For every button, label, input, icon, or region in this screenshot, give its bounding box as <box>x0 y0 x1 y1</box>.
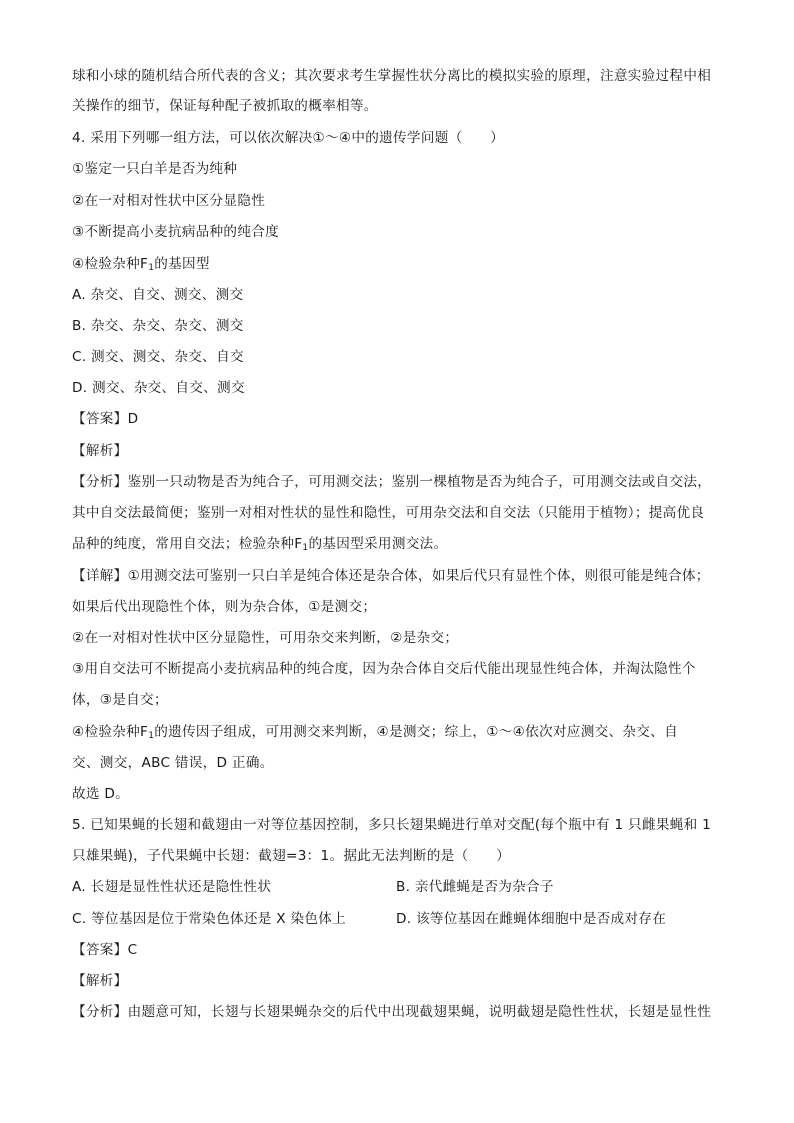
question-4-option-b: B. 杂交、杂交、杂交、测交 <box>72 318 244 334</box>
question-4-analysis-line-2: 其中自交法最简便；鉴别一对相对性状的显性和隐性，可用杂交法和自交法（只能用于植物）；提高优良 <box>72 505 705 521</box>
question-4-item-4: ④检验杂种$F_1$的基因型 <box>72 256 210 273</box>
question-4-analysis-line-3: 品种的纯度，常用自交法；检验杂种$F_1$的基因型采用测交法。 <box>72 536 448 553</box>
question-5-answer: 【答案】C <box>72 942 138 958</box>
question-5-option-b: B. 亲代雌蝇是否为杂合子 <box>396 879 554 895</box>
question-5-analysis-line-1: 【分析】由题意可知，长翅与长翅果蝇杂交的后代中出现截翅果蝇，说明截翅是隐性性状，长翅是显性性 <box>72 1004 712 1020</box>
question-4-stem: 4. 采用下列哪一组方法，可以依次解决①～④中的遗传学问题（ ） <box>72 130 505 146</box>
question-4-analysis-line-1: 【分析】鉴别一只动物是否为纯合子，可用测交法；鉴别一棵植物是否为纯合子，可用测交法或自交法， <box>72 474 712 490</box>
question-4-answer: 【答案】D <box>72 411 139 427</box>
question-4-detail-line-7: 交、测交，ABC 错误，D 正确。 <box>72 755 274 771</box>
question-4-item-2: ②在一对相对性状中区分显隐性 <box>72 193 266 209</box>
question-5-stem-line-2: 只雄果蝇)，子代果蝇中长翅：截翅=3：1。据此无法判断的是（ ） <box>72 848 511 864</box>
question-4-detail-line-1: 【详解】①用测交法可鉴别一只白羊是纯合体还是杂合体，如果后代只有显性个体，则很可能是纯合体； <box>72 568 710 584</box>
question-5-analysis-heading: 【解析】 <box>72 973 128 989</box>
question-4-conclusion: 故选 D。 <box>72 786 130 802</box>
intro-line-1: 球和小球的随机结合所代表的含义；其次要求考生掌握性状分离比的模拟实验的原理，注意实验过程中相 <box>72 68 712 84</box>
question-4-detail-line-6: ④检验杂种$F_1$的遗传因子组成，可用测交来判断，④是测交；综上，①～④依次对应测交、杂交、自 <box>72 724 678 741</box>
intro-line-2: 关操作的细节，保证每种配子被抓取的概率相等。 <box>72 98 378 114</box>
question-5-option-a: A. 长翅是显性性状还是隐性性状 <box>72 879 272 895</box>
question-4-detail-line-4: ③用自交法可不断提高小麦抗病品种的纯合度，因为杂合体自交后代能出现显性纯合体，并淘汰隐性个 <box>72 661 696 677</box>
question-5-option-c: C. 等位基因是位于常染色体还是 X 染色体上 <box>72 911 347 927</box>
question-4-option-a: A. 杂交、自交、测交、测交 <box>72 287 244 303</box>
question-4-analysis-heading: 【解析】 <box>72 443 128 459</box>
question-5-stem-line-1: 5. 已知果蝇的长翅和截翅由一对等位基因控制，多只长翅果蝇进行单对交配(每个瓶中有 1 只雌果蝇和 1 <box>72 817 712 833</box>
question-4-option-c: C. 测交、测交、杂交、自交 <box>72 349 244 365</box>
question-4-item-1: ①鉴定一只白羊是否为纯种 <box>72 161 238 177</box>
question-4-item-3: ③不断提高小麦抗病品种的纯合度 <box>72 224 279 240</box>
question-4-detail-line-2: 如果后代出现隐性个体，则为杂合体，①是测交； <box>72 599 377 615</box>
question-4-detail-line-5: 体，③是自交； <box>72 692 168 708</box>
question-4-detail-line-3: ②在一对相对性状中区分显隐性，可用杂交来判断，②是杂交； <box>72 630 459 646</box>
question-4-option-d: D. 测交、杂交、自交、测交 <box>72 380 245 396</box>
question-5-option-d: D. 该等位基因在雌蝇体细胞中是否成对存在 <box>396 911 667 927</box>
